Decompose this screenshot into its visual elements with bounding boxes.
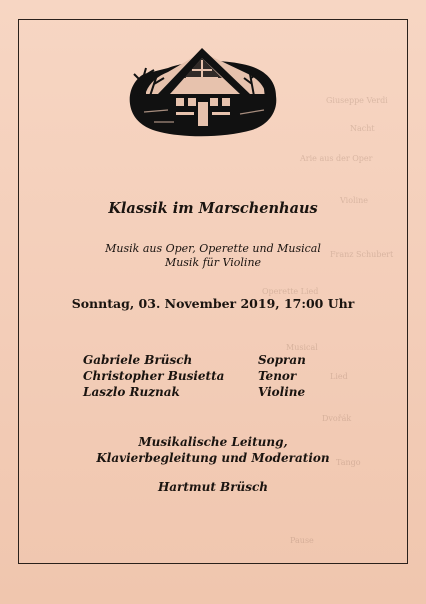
performer-role: Sopran xyxy=(258,353,306,367)
director-name: Hartmut Brüsch xyxy=(157,480,269,494)
program-subtitle: Musik für Violine xyxy=(164,256,262,269)
bleed-through-text: Dvořák xyxy=(322,414,352,423)
bleed-through-text: Arie aus der Oper xyxy=(300,154,373,163)
performer-name: Laszlo Ruznak xyxy=(83,385,180,399)
bleed-through-text: Nacht xyxy=(350,124,375,133)
bleed-through-text: Pause xyxy=(290,536,314,545)
bleed-through-text: Lied xyxy=(330,372,348,381)
concert-title: Klassik im Marschenhaus xyxy=(108,200,318,217)
direction-label: Klavierbegleitung und Moderation xyxy=(96,451,330,465)
marschenhaus-logo-icon xyxy=(124,38,280,138)
performer-name: Gabriele Brüsch xyxy=(83,353,193,367)
performer-role: Violine xyxy=(258,385,306,399)
bleed-through-text: Operette Lied xyxy=(262,287,319,296)
program-subtitle: Musik aus Oper, Operette und Musical xyxy=(105,242,321,255)
bleed-through-text: Franz Schubert xyxy=(330,250,394,259)
bleed-through-text: Violine xyxy=(340,196,369,205)
performer-name: Christopher Busietta xyxy=(83,369,225,383)
performer-role: Tenor xyxy=(258,369,297,383)
concert-date: Sonntag, 03. November 2019, 17:00 Uhr xyxy=(71,296,355,311)
bleed-through-text: Giuseppe Verdi xyxy=(326,96,388,105)
bleed-through-text: Tango xyxy=(336,458,361,467)
direction-label: Musikalische Leitung, xyxy=(138,435,288,449)
bleed-through-text: Musical xyxy=(286,343,318,352)
